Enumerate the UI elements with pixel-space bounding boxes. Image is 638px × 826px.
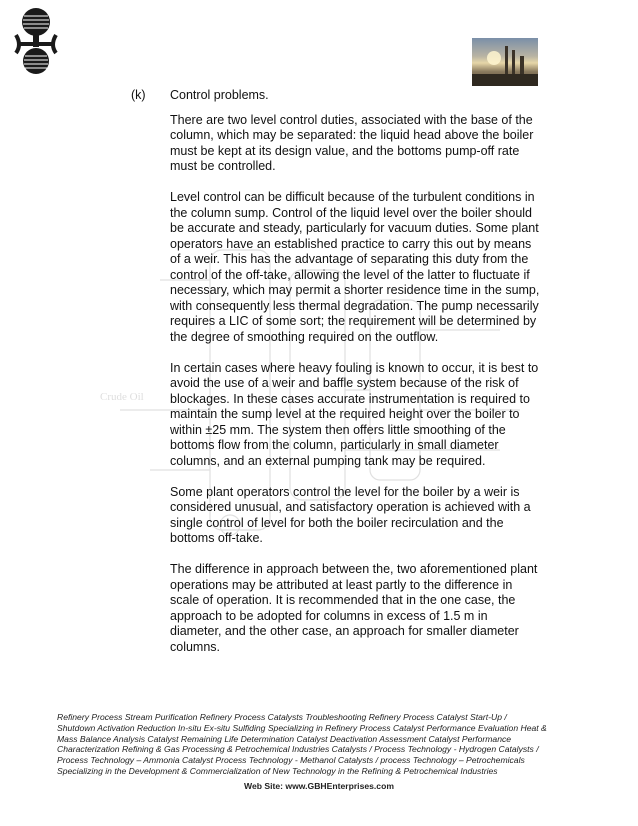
section-title: Control problems. [170,88,269,102]
section-label: (k) [131,88,146,102]
footer-services-text: Refinery Process Stream Purification Refinery Process Catalysts Troubleshooting Refinery Process Catalyst Start-Up / Shutdown Activation Reduction In-situ Ex-situ Sulfiding Specializing in Refinery Process Catalyst Performance Evaluation Heat & Mass Balance Analysis Catalyst Remaining Life Determination Catalyst Deactivation Assessment Catalyst Performance Characterization Refining & Gas Processing & Petrochemical Industries Catalysts / Process Technology - Hydrogen Catalysts / Process Technology – Ammonia Catalyst Process Technology - Methanol Catalysts / process Technology – Petrochemicals Specializing in the Development & Commercialization of New Technology in the Refining & Petrochemical Industries [57,712,547,776]
paragraph-3: In certain cases where heavy fouling is known to occur, it is best to avoid the use of a weir and baffle system because of the risk of blockages. In these cases accurate instrumentation is required to maintain the sump level at the required height over the boiler to within ±25 mm. The system then offers little smoothing of the bottoms flow from the column, particularly in small diameter columns, and an external pumping tank may be required. [170,360,539,468]
refinery-photo-icon [472,38,538,86]
paragraph-1: There are two level control duties, associated with the base of the column, which may be separated: the liquid head above the boiler must be kept at its design value, and the bottoms pump-off rate must be controlled. [170,112,534,173]
footer-website: Web Site: www.GBHEnterprises.com [244,781,394,791]
paragraph-4: Some plant operators control the level for the boiler by a weir is considered unusual, and satisfactory operation is achieved with a single control of level for both the boiler recirculation and the bottoms off-take. [170,484,531,545]
watermark-crude-label: Crude Oil [100,391,144,403]
section-content [170,88,542,671]
paragraph-5: The difference in approach between the, two aforementioned plant operations may be attributed at least partly to the difference in scale of operation. It is recommended that in the one case, the approach to be adopted for columns in excess of 1.5 m in diameter, and the other case, an approach for smaller diameter columns. [170,562,538,654]
gbh-emblem-icon [12,5,60,77]
paragraph-2: Level control can be difficult because of the turbulent conditions in the column sump. Control of the liquid level over the boiler should be accurate and steady, particularly for vacuum duties. Some plant operators have an established practice to carry this out by means of a weir. This has the advantage of separating this duty from the control of the off-take, allowing the level of the latter to fluctuate if necessary, which may permit a shorter residence time in the sump, with consequently less thermal degradation. The pump necessarily requires a LIC of some sort; the requirement will be determined by the degree of smoothing required on the outflow. [170,190,540,344]
